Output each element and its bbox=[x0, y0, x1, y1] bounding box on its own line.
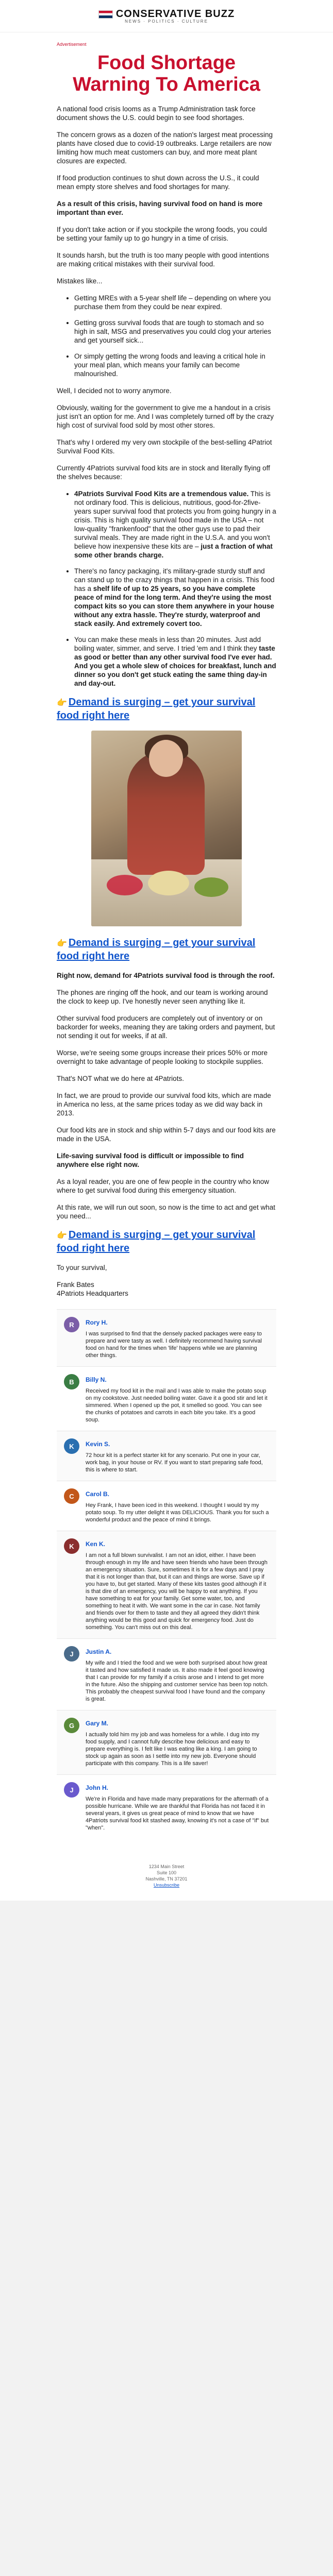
cta-link[interactable] bbox=[57, 696, 276, 722]
avatar: R bbox=[64, 1317, 79, 1332]
reasons-list bbox=[57, 489, 276, 688]
review-item bbox=[57, 1431, 276, 1481]
reviewer-name: Billy N. bbox=[86, 1376, 107, 1383]
reviews-list bbox=[57, 1309, 276, 1839]
list-item bbox=[74, 489, 276, 560]
review-body bbox=[86, 1374, 269, 1423]
paragraph: Other survival food producers are completely out of inventory or on backorder for weeks, meaning they are taking orders and payment, but not sending it out for weeks, if at all. bbox=[57, 1014, 275, 1040]
advertisement-label: Advertisement bbox=[57, 42, 87, 47]
pointing-hand-icon: 👉 bbox=[57, 699, 67, 707]
paragraph: That's why I ordered my very own stockpile of the best-selling 4Patriot Survival Food Kits. bbox=[57, 438, 272, 455]
review-item bbox=[57, 1366, 276, 1431]
avatar: K bbox=[64, 1438, 79, 1454]
footer-address-line: Nashville, TN 37201 bbox=[145, 1876, 188, 1882]
review-text: We're in Florida and have made many preparations for the aftermath of a possible hurricane. While we are thankful that Florida has not faced it in several years, it gives us great peace of mind to know that we have 4Patriots survival food kit stashed away, knowing it's not a case of "if" but "when". bbox=[86, 1796, 269, 1831]
reviewer-name: Justin A. bbox=[86, 1648, 112, 1655]
person-head-shape bbox=[149, 740, 183, 777]
signoff-name: Frank Bates bbox=[57, 1281, 94, 1289]
list-item-strong-tail: shelf life of up to 25 years, so you have complete peace of mind for the long term. And they're using the most compact kits so you can store them anywhere in your house without any extra hassle. They're sturdy, waterproof and stack easily. And extremely covert too. bbox=[74, 585, 274, 628]
review-body bbox=[86, 1317, 269, 1359]
food-dish-shape bbox=[194, 877, 228, 897]
list-item bbox=[74, 567, 276, 628]
bold-paragraph: Right now, demand for 4Patriots survival food is through the roof. bbox=[57, 972, 275, 979]
avatar: C bbox=[64, 1488, 79, 1504]
bold-paragraph: Life-saving survival food is difficult or impossible to find anywhere else right now. bbox=[57, 1152, 244, 1168]
paragraph: Our food kits are in stock and ship within 5-7 days and our food kits are made in the USA. bbox=[57, 1126, 276, 1143]
reviewer-name: Gary M. bbox=[86, 1720, 109, 1727]
review-text: Received my food kit in the mail and I was able to make the potato soup on my cookstove. Just needed boiling water. Gave it a good stir and let it simmered. When I opened up the pot, it smelled so good. You can see the chunks of potatoes and carrots in each bite you take. It's a good soup. bbox=[86, 1388, 268, 1423]
review-text: Hey Frank, I have been iced in this weekend. I thought I would try my potato soup. To my utter delight it was DELICIOUS. Thank you for such a wonderful product and the peace of mind it brings. bbox=[86, 1502, 269, 1523]
paragraph: At this rate, we will run out soon, so now is the time to act and get what you need... bbox=[57, 1204, 275, 1220]
page-title: Food Shortage Warning To America bbox=[73, 52, 260, 95]
list-item: • Getting gross survival foods that are tough to stomach and so high in salt, MSG and preservatives you could clog your arteries and get yourself sick... bbox=[74, 318, 276, 345]
paragraph: The phones are ringing off the hook, and our team is working around the clock to keep up. I've honestly never seen anything like it. bbox=[57, 989, 268, 1005]
brand-logo[interactable] bbox=[98, 8, 235, 24]
avatar: J bbox=[64, 1646, 79, 1662]
paragraph: Well, I decided not to worry anymore. bbox=[57, 387, 172, 395]
reviewer-name: Carol B. bbox=[86, 1490, 110, 1498]
avatar: B bbox=[64, 1374, 79, 1389]
paragraph: That's NOT what we do here at 4Patriots. bbox=[57, 1075, 184, 1082]
signoff-closing: To your survival, bbox=[57, 1264, 107, 1272]
cta-label: Demand is surging – get your survival food right here bbox=[57, 1229, 256, 1254]
review-item bbox=[57, 1531, 276, 1638]
brand-tagline: NEWS · POLITICS · CULTURE bbox=[125, 19, 208, 24]
food-dish-shape bbox=[148, 871, 189, 895]
review-item bbox=[57, 1774, 276, 1839]
footer bbox=[0, 1854, 333, 1901]
avatar: G bbox=[64, 1718, 79, 1733]
review-text: I am not a full blown survivalist. I am not an idiot, either. I have been through enough in my life and have seen friends who have been through an emergency situation. Sure, sometimes it is for a few days and I pray that it is not longer than that, but it can and things are worse. Save up if you have to, but get started. Many of these kits tastes good although if it is that dire of an emergency, you will be happy to eat anything. If you have something to eat for your family. Get some water, too, and something to heat it with. We want some in the car in case. Not family and friends over for them to taste and they all agreed they didn't think anything would be this good and quick for emergency food. Just do something. You can't miss out on this deal. bbox=[86, 1552, 268, 1631]
paragraph: If food production continues to shut down across the U.S., it could mean empty store shelves and food shortages for many. bbox=[57, 174, 259, 191]
paragraph: As a loyal reader, you are one of few people in the country who know where to get survival food during this emergency situation. bbox=[57, 1178, 270, 1194]
list-item-strong: 4Patriots Survival Food Kits are a tremendous value. bbox=[74, 490, 249, 498]
avatar: K bbox=[64, 1538, 79, 1554]
list-item-text: You can make these meals in less than 20 minutes. Just add boiling water, simmer, and serve. I tried 'em and I think they bbox=[74, 636, 261, 652]
review-item bbox=[57, 1481, 276, 1531]
food-dish-shape bbox=[107, 875, 143, 895]
mistakes-list bbox=[57, 294, 276, 378]
article-body bbox=[0, 42, 333, 1854]
reviewer-name: Rory H. bbox=[86, 1319, 108, 1326]
woman-with-food-photo[interactable] bbox=[91, 731, 242, 926]
footer-address-line: Suite 100 bbox=[156, 1870, 177, 1875]
review-body bbox=[86, 1782, 269, 1832]
list-item: • Or simply getting the wrong foods and leaving a critical hole in your meal plan, which means your family can become malnourished. bbox=[74, 352, 276, 378]
review-body bbox=[86, 1438, 269, 1473]
paragraph: The concern grows as a dozen of the nation's largest meat processing plants have closed due to covid-19 outbreaks. Large retailers are now limiting how much meat customers can buy, and more meat plant closures are expected. bbox=[57, 131, 273, 165]
pointing-hand-icon: 👉 bbox=[57, 1231, 67, 1240]
review-body bbox=[86, 1646, 269, 1703]
flag-icon bbox=[98, 10, 113, 19]
pointing-hand-icon: 👉 bbox=[57, 939, 67, 948]
brand-name-row bbox=[98, 8, 235, 20]
paragraph: If you don't take action or if you stockpile the wrong foods, you could be setting your family up to go hungry in a time of crisis. bbox=[57, 226, 267, 242]
footer-address-line: 1234 Main Street bbox=[148, 1864, 185, 1869]
list-item-strong-tail: just a fraction of what some other brands charge. bbox=[74, 543, 273, 559]
review-text: I was surprised to find that the densely packed packages were easy to prepare and were tasty as well. I definitely recommend having survival food on hand for the times when 'life' happens while we are planning other things. bbox=[86, 1331, 262, 1359]
cta-label: Demand is surging – get your survival food right here bbox=[57, 937, 256, 962]
bold-paragraph: As a result of this crisis, having survival food on hand is more important than ever. bbox=[57, 200, 263, 216]
list-item-text: There's no fancy packaging, it's military-grade sturdy stuff and can stand up to the crazy things that happen in a crisis. This food has a bbox=[74, 567, 275, 592]
review-body bbox=[86, 1718, 269, 1767]
review-item bbox=[57, 1710, 276, 1774]
review-body bbox=[86, 1488, 269, 1523]
brand-name: CONSERVATIVE BUZZ bbox=[115, 8, 235, 20]
paragraph: Worse, we're seeing some groups increase their prices 50% or more overnight to take advantage of people looking to stockpile supplies. bbox=[57, 1049, 268, 1065]
cta-link[interactable] bbox=[57, 937, 276, 963]
paragraph: A national food crisis looms as a Trump Administration task force document shows the U.S. could begin to see food shortages. bbox=[57, 105, 256, 122]
reviewer-name: Kevin S. bbox=[86, 1440, 110, 1448]
reviewer-name: John H. bbox=[86, 1784, 108, 1791]
signoff-org: 4Patriots Headquarters bbox=[57, 1290, 128, 1297]
masthead bbox=[0, 0, 333, 32]
paragraph: In fact, we are proud to provide our survival food kits, which are made in America no less, at the same prices today as we did way back in 2013. bbox=[57, 1092, 271, 1117]
review-body bbox=[86, 1538, 269, 1631]
list-item bbox=[74, 635, 276, 688]
unsubscribe-link[interactable]: Unsubscribe bbox=[153, 1883, 180, 1888]
avatar: J bbox=[64, 1782, 79, 1798]
list-item-strong-tail: taste as good or better than any other survival food I've ever had. And you get a whole slew of choices for breakfast, lunch and dinner so you don't get stuck eating the same thing day-in and day-out. bbox=[74, 645, 276, 687]
review-item bbox=[57, 1638, 276, 1710]
paragraph: Currently 4Patriots survival food kits are in stock and literally flying off the shelves because: bbox=[57, 464, 270, 481]
reviewer-name: Ken K. bbox=[86, 1540, 106, 1548]
cta-link[interactable] bbox=[57, 1229, 276, 1255]
review-item bbox=[57, 1309, 276, 1366]
review-text: My wife and I tried the food and we were both surprised about how great it tasted and how satisfied it made us. It also made it feel good knowing that I can provide for my family if a crisis arose and I intend to get more in the future. Also the shipping and customer service has been top notch. This probably the cheapest survival food I have found and the company is great. bbox=[86, 1660, 269, 1702]
cta-label: Demand is surging – get your survival food right here bbox=[57, 697, 256, 721]
list-item: • Getting MREs with a 5-year shelf life – depending on where you purchase them from they could be near expired. bbox=[74, 294, 276, 311]
paragraph: Mistakes like... bbox=[57, 277, 103, 285]
review-text: 72 hour kit is a perfect starter kit for any scenario. Put one in your car, work bag, in your house or RV. If you want to start preparing safe food, this is where to start. bbox=[86, 1452, 263, 1473]
paragraph: Obviously, waiting for the government to give me a handout in a crisis just isn't an option for me. And I was completely turned off by the crazy high cost of survival food sold by most other stores. bbox=[57, 404, 274, 429]
paragraph: It sounds harsh, but the truth is too many people with good intentions are making critical mistakes with their survival food. bbox=[57, 251, 270, 268]
list-item-text: This is not ordinary food. This is delicious, nutritious, good-for-2five-years super survival food that protects you from going hungry in a crisis. This is high quality survival food made in the USA – not low-quality "frankenfood" that the other guys use to pad their survival meals. They are made right in the U.S.A. and you won't believe how inexpensive these kits are – bbox=[74, 490, 276, 550]
review-text: I actually told him my job and was homeless for a while. I dug into my food supply, and I cannot fully describe how delicious and easy to prepare everything is. I felt like I was eating like a king. I am going to stock up again as soon as I settle into my new job. Everyone should participate with this company. This is a life saver! bbox=[86, 1732, 259, 1767]
